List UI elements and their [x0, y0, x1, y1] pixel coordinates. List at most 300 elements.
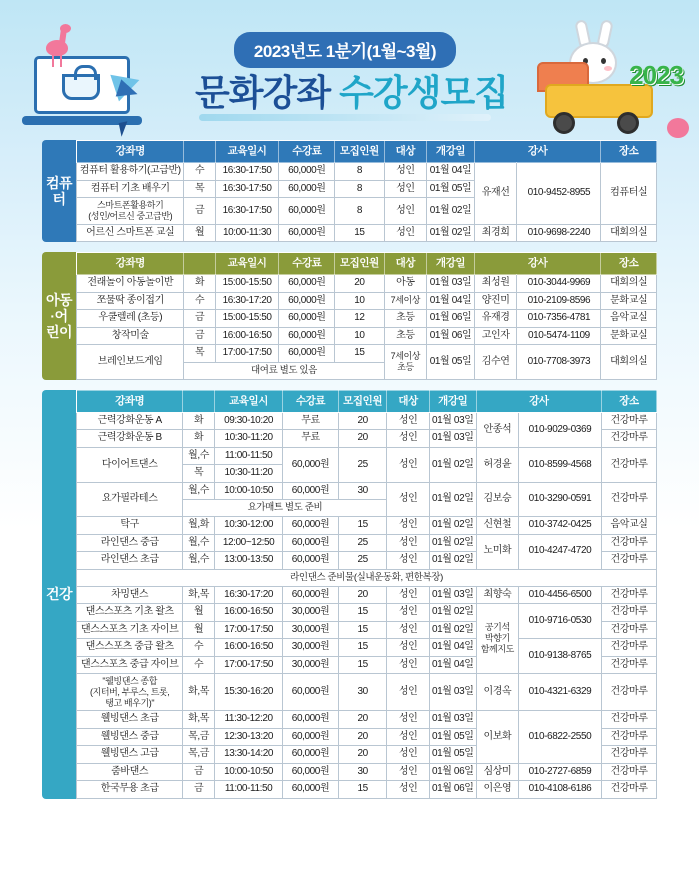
cell-course-name: 웰빙댄스 고급: [77, 746, 183, 764]
cell-teacher-name: 고인자: [474, 327, 517, 345]
th-capacity: 모집인원: [338, 390, 387, 412]
cell-target: 7세이상: [384, 292, 427, 310]
cell-open-date: 01월 02일: [429, 447, 476, 482]
cell-fee: 30,000원: [283, 656, 339, 674]
cell-place: 건강마루: [602, 639, 657, 657]
cell-teacher-tel: 010-8599-4568: [518, 447, 601, 482]
cell-course-name: 차밍댄스: [77, 586, 183, 604]
cell-teacher-tel: 010-9698-2240: [517, 224, 601, 242]
cell-target: 성인: [387, 517, 429, 535]
table-header-row: [77, 390, 657, 412]
cell-capacity: 15: [338, 639, 387, 657]
cell-target: 성인: [387, 746, 429, 764]
table-row: [77, 674, 657, 711]
cell-place: 문화교실: [601, 327, 657, 345]
section-health: [42, 390, 657, 799]
table-row: [77, 345, 657, 363]
cell-time: 16:30-17:50: [215, 180, 279, 198]
cell-course-name: 쪼물딱 종이접기: [77, 292, 184, 310]
cell-capacity: 20: [338, 412, 387, 430]
cell-day: 목,금: [183, 728, 215, 746]
balloon-icon: [667, 118, 689, 138]
cell-capacity: 20: [338, 746, 387, 764]
cell-time: 13:30-14:20: [214, 746, 282, 764]
cell-day: 수: [184, 292, 215, 310]
table-row: [77, 763, 657, 781]
table-header-row: [77, 141, 657, 163]
cell-teacher-tel: 010-3044-9969: [517, 275, 601, 293]
rabbit-car-illustration: [509, 22, 689, 137]
th-time: 교육일시: [215, 141, 279, 163]
poster-header: [0, 0, 699, 140]
cell-teacher-tel: 010-7708-3973: [517, 345, 601, 379]
title-part2: 수강생모집: [339, 72, 509, 113]
cell-target: 초등: [384, 327, 427, 345]
cell-teacher-name: 허경윤: [476, 447, 518, 482]
table-row: [77, 586, 657, 604]
cell-teacher-tel: 010-7356-4781: [517, 310, 601, 328]
cell-fee: 60,000원: [279, 292, 335, 310]
th-capacity: 모집인원: [335, 141, 384, 163]
flamingo-icon: [40, 26, 74, 68]
section-label-computer: 컴퓨터: [42, 140, 76, 242]
cell-time: 12:30-13:20: [214, 728, 282, 746]
th-target: 대상: [384, 253, 427, 275]
th-target: 대상: [384, 141, 427, 163]
cell-teacher-name: 김수연: [474, 345, 517, 379]
cell-target: 성인: [387, 711, 429, 729]
table-row: [77, 310, 657, 328]
cell-time: 13:00-13:50: [214, 552, 282, 570]
cell-time: 17:00-17:50: [215, 345, 279, 363]
cell-course-name: 한국무용 초급: [77, 781, 183, 799]
cell-fee: 60,000원: [279, 163, 335, 181]
th-course-name: 강좌명: [77, 253, 184, 275]
title-part1: 문화강좌: [195, 72, 331, 113]
cell-target: 성인: [387, 728, 429, 746]
table-health: [76, 390, 657, 799]
table-header-row: [77, 253, 657, 275]
cell-teacher-name: 유재선: [474, 163, 517, 225]
cell-day: 목: [183, 465, 215, 483]
cell-day: 월,수: [183, 534, 215, 552]
cell-teacher-tel: 010-9138-8765: [518, 639, 601, 674]
table-row: [77, 292, 657, 310]
cell-day: 금: [184, 198, 215, 225]
cell-time: 16:30-17:20: [215, 292, 279, 310]
cell-fee: 60,000원: [283, 517, 339, 535]
cell-open-date: 01월 06일: [429, 763, 476, 781]
cell-open-date: 01월 04일: [427, 292, 475, 310]
th-time: 교육일시: [215, 253, 279, 275]
cell-day: 목: [184, 180, 215, 198]
cell-teacher-name: 최경희: [474, 224, 517, 242]
cell-open-date: 01월 03일: [429, 430, 476, 448]
note-rental-fee: 대여료 별도 있음: [184, 362, 384, 379]
cell-capacity: 15: [338, 604, 387, 622]
cell-capacity: 25: [338, 447, 387, 482]
th-fee: 수강료: [279, 253, 335, 275]
th-time: 교육일시: [214, 390, 282, 412]
cell-day: 월,화: [183, 517, 215, 535]
cell-teacher-tel: 010-4108-6186: [518, 781, 601, 799]
cell-capacity: 15: [335, 224, 384, 242]
cell-time: 10:00-10:50: [214, 482, 282, 500]
cell-fee: 무료: [283, 430, 339, 448]
cell-time: 12:00~12:50: [214, 534, 282, 552]
cell-course-name: 브레인보드게임: [77, 345, 184, 379]
cell-teacher-tel: 010-3290-0591: [518, 482, 601, 516]
cell-capacity: 10: [335, 292, 384, 310]
cell-place: 건강마루: [602, 604, 657, 622]
table-row: [77, 412, 657, 430]
cell-teacher-tel: 010-9716-0530: [518, 604, 601, 639]
cell-place: 문화교실: [601, 292, 657, 310]
cell-place: 건강마루: [602, 534, 657, 552]
cell-place: 건강마루: [602, 482, 657, 516]
cell-place: 대회의실: [601, 224, 657, 242]
table-computer: [76, 140, 657, 242]
cell-course-name: 탁구: [77, 517, 183, 535]
table-row: [77, 711, 657, 729]
cell-capacity: 10: [335, 327, 384, 345]
cell-open-date: 01월 04일: [429, 656, 476, 674]
cell-fee: 무료: [283, 412, 339, 430]
cell-course-name: 스마트폰활용하기 (성인/어르신 중고급반): [77, 198, 184, 225]
section-children: [42, 252, 657, 380]
cell-course-name: 웰빙댄스 초급: [77, 711, 183, 729]
cell-teacher-name: 양진미: [474, 292, 517, 310]
cell-target: 성인: [387, 447, 429, 482]
cell-target: 성인: [387, 674, 429, 711]
table-row: [77, 163, 657, 181]
cell-day: 금: [183, 781, 215, 799]
cell-time: 16:30-17:20: [214, 586, 282, 604]
cell-target: 성인: [384, 224, 427, 242]
cell-fee: 30,000원: [283, 604, 339, 622]
cell-day: 월: [183, 604, 215, 622]
title-underline: [199, 114, 491, 121]
cell-teacher-name: 유재경: [474, 310, 517, 328]
cell-place: 건강마루: [602, 674, 657, 711]
cell-time: 11:00-11:50: [214, 447, 282, 465]
cell-open-date: 01월 06일: [429, 781, 476, 799]
cell-fee: 60,000원: [283, 552, 339, 570]
cell-day: 목,금: [183, 746, 215, 764]
cell-open-date: 01월 04일: [427, 163, 475, 181]
cell-capacity: 15: [338, 517, 387, 535]
cell-capacity: 15: [338, 781, 387, 799]
cell-target: 7세이상 초등: [384, 345, 427, 379]
cell-place: 건강마루: [602, 412, 657, 430]
cell-target: 성인: [387, 412, 429, 430]
cell-place: 건강마루: [602, 763, 657, 781]
cell-target: 성인: [387, 621, 429, 639]
cell-open-date: 01월 02일: [429, 534, 476, 552]
cell-open-date: 01월 02일: [429, 604, 476, 622]
cell-course-name: 라인댄스 중급: [77, 534, 183, 552]
cell-teacher-name: 안종석: [476, 412, 518, 447]
cell-teacher-tel: 010-4456-6500: [518, 586, 601, 604]
th-day: [183, 390, 215, 412]
cell-place: 건강마루: [602, 711, 657, 729]
th-teacher: 강사: [474, 253, 601, 275]
cell-target: 성인: [387, 430, 429, 448]
cell-fee: 60,000원: [283, 763, 339, 781]
cell-day: 월,수: [183, 552, 215, 570]
cell-day: 금: [183, 763, 215, 781]
cell-fee: 60,000원: [279, 327, 335, 345]
cell-capacity: 20: [338, 430, 387, 448]
cell-teacher-name: 신현철: [476, 517, 518, 535]
section-computer: [42, 140, 657, 242]
cell-course-name: 창작미술: [77, 327, 184, 345]
cell-time: 10:00-10:50: [214, 763, 282, 781]
cell-teacher-name: 최성원: [474, 275, 517, 293]
cell-course-name: 어르신 스마트폰 교실: [77, 224, 184, 242]
cell-teacher-name: 노미화: [476, 534, 518, 569]
cell-fee: 60,000원: [283, 482, 339, 500]
cell-fee: 60,000원: [283, 781, 339, 799]
cell-time: 15:00-15:50: [215, 310, 279, 328]
cell-place: 건강마루: [602, 552, 657, 570]
cell-capacity: 30: [338, 763, 387, 781]
table-row: [77, 517, 657, 535]
cell-target: 아동: [384, 275, 427, 293]
cell-place: 대회의실: [601, 275, 657, 293]
th-open-date: 개강일: [427, 253, 475, 275]
cell-open-date: 01월 02일: [429, 482, 476, 516]
cell-place: 건강마루: [602, 728, 657, 746]
cell-course-name: "웰빙댄스 종합 (지터버, 부루스, 트롯, 탱고 배우기)": [77, 674, 183, 711]
cell-capacity: 30: [338, 482, 387, 500]
note-line-dance: 라인댄스 준비물(실내운동화, 편한복장): [77, 569, 657, 586]
cell-fee: 60,000원: [279, 224, 335, 242]
cell-open-date: 01월 02일: [429, 552, 476, 570]
cell-course-name: 컴퓨터 활용하기(고급반): [77, 163, 184, 181]
cell-fee: 60,000원: [283, 711, 339, 729]
th-place: 장소: [601, 253, 657, 275]
cell-course-name: 줌바댄스: [77, 763, 183, 781]
cell-day: 목: [184, 345, 215, 363]
cell-capacity: 8: [335, 198, 384, 225]
cell-fee: 60,000원: [283, 447, 339, 482]
th-target: 대상: [387, 390, 429, 412]
cell-teacher-tel: 010-4321-6329: [518, 674, 601, 711]
cell-course-name: 댄스스포츠 중급 자이브: [77, 656, 183, 674]
section-label-health: 건강: [42, 390, 76, 799]
cell-open-date: 01월 02일: [427, 198, 475, 225]
cell-place: 건강마루: [602, 746, 657, 764]
cell-course-name: 라인댄스 초급: [77, 552, 183, 570]
cell-course-name: 댄스스포츠 중급 왈츠: [77, 639, 183, 657]
cell-place: 건강마루: [602, 621, 657, 639]
th-open-date: 개강일: [427, 141, 475, 163]
th-teacher: 강사: [474, 141, 601, 163]
cell-fee: 30,000원: [283, 621, 339, 639]
cell-open-date: 01월 06일: [427, 310, 475, 328]
cell-day: 월: [183, 621, 215, 639]
cell-capacity: 15: [338, 656, 387, 674]
cell-target: 성인: [387, 639, 429, 657]
cell-day: 월,수: [183, 447, 215, 465]
cell-time: 10:30-11:20: [214, 430, 282, 448]
cell-target: 성인: [387, 552, 429, 570]
table-row: [77, 224, 657, 242]
cell-capacity: 12: [335, 310, 384, 328]
cell-day: 화: [183, 430, 215, 448]
th-open-date: 개강일: [429, 390, 476, 412]
table-row: [77, 447, 657, 465]
cell-place: 컴퓨터실: [601, 163, 657, 225]
cell-time: 15:30-16:20: [214, 674, 282, 711]
table-row: [77, 781, 657, 799]
th-teacher: 강사: [476, 390, 601, 412]
cell-open-date: 01월 05일: [427, 180, 475, 198]
cell-open-date: 01월 02일: [427, 224, 475, 242]
cell-place: 음악교실: [602, 517, 657, 535]
cell-open-date: 01월 04일: [429, 639, 476, 657]
car-wheel-rear: [617, 112, 639, 134]
cell-time: 15:00-15:50: [215, 275, 279, 293]
laptop-illustration: [18, 30, 168, 135]
car-wheel-front: [553, 112, 575, 134]
cell-open-date: 01월 03일: [429, 674, 476, 711]
cell-teacher-name: 이경옥: [476, 674, 518, 711]
cell-open-date: 01월 03일: [429, 711, 476, 729]
cell-open-date: 01월 03일: [429, 412, 476, 430]
cell-day: 수: [184, 163, 215, 181]
cell-time: 17:00-17:50: [214, 656, 282, 674]
th-place: 장소: [602, 390, 657, 412]
cell-course-name: 전래놀이 아동놀이반: [77, 275, 184, 293]
cell-capacity: 30: [338, 674, 387, 711]
note-yoga-mat: 요가매트 별도 준비: [183, 500, 387, 517]
cell-fee: 30,000원: [283, 639, 339, 657]
cell-teacher-name: 이은영: [476, 781, 518, 799]
cell-target: 성인: [387, 604, 429, 622]
table-row: [77, 482, 657, 500]
cell-capacity: 20: [335, 275, 384, 293]
cell-teacher-tel: 010-9029-0369: [518, 412, 601, 447]
cell-day: 화,목: [183, 586, 215, 604]
cell-open-date: 01월 06일: [427, 327, 475, 345]
th-day: [184, 141, 215, 163]
cell-day: 월,수: [183, 482, 215, 500]
th-fee: 수강료: [283, 390, 339, 412]
cell-capacity: 8: [335, 163, 384, 181]
cell-place: 음악교실: [601, 310, 657, 328]
table-row: [77, 327, 657, 345]
cell-fee: 60,000원: [279, 180, 335, 198]
cell-teacher-name: 김보승: [476, 482, 518, 516]
cell-place: 건강마루: [602, 781, 657, 799]
cell-day: 수: [183, 656, 215, 674]
cell-time: 16:30-17:50: [215, 198, 279, 225]
th-place: 장소: [601, 141, 657, 163]
cell-time: 10:30-11:20: [214, 465, 282, 483]
cell-fee: 60,000원: [279, 345, 335, 363]
cell-teacher-tel: 010-9452-8955: [517, 163, 601, 225]
cell-time: 16:00-16:50: [214, 604, 282, 622]
cell-open-date: 01월 02일: [429, 517, 476, 535]
table-row: [77, 534, 657, 552]
cell-open-date: 01월 03일: [429, 586, 476, 604]
cell-capacity: 20: [338, 728, 387, 746]
th-fee: 수강료: [279, 141, 335, 163]
cell-day: 화: [184, 275, 215, 293]
cell-open-date: 01월 05일: [429, 746, 476, 764]
cell-day: 화,목: [183, 674, 215, 711]
cell-teacher-tel: 010-5474-1109: [517, 327, 601, 345]
cell-time: 09:30-10:20: [214, 412, 282, 430]
cell-day: 금: [184, 310, 215, 328]
cell-fee: 60,000원: [283, 728, 339, 746]
cell-teacher-tel: 010-3742-0425: [518, 517, 601, 535]
cell-teacher-tel: 010-4247-4720: [518, 534, 601, 569]
period-badge: 2023년도 1분기(1월~3월): [234, 32, 456, 68]
cell-course-name: 근력강화운동 A: [77, 412, 183, 430]
cell-open-date: 01월 05일: [427, 345, 475, 379]
cell-fee: 60,000원: [283, 674, 339, 711]
cell-capacity: 8: [335, 180, 384, 198]
cell-place: 건강마루: [602, 430, 657, 448]
cell-day: 화,목: [183, 711, 215, 729]
cell-course-name: 요가필라테스: [77, 482, 183, 516]
table-children: [76, 252, 657, 380]
cell-capacity: 20: [338, 586, 387, 604]
cell-place: 건강마루: [602, 656, 657, 674]
cell-time: 10:00-11:30: [215, 224, 279, 242]
cell-target: 성인: [387, 763, 429, 781]
cell-place: 건강마루: [602, 586, 657, 604]
cell-time: 11:30-12:20: [214, 711, 282, 729]
cell-teacher-name: 최향숙: [476, 586, 518, 604]
cell-open-date: 01월 05일: [429, 728, 476, 746]
cell-capacity: 15: [335, 345, 384, 363]
cell-course-name: 댄스스포츠 기초 자이브: [77, 621, 183, 639]
table-row: [77, 275, 657, 293]
cell-capacity: 25: [338, 534, 387, 552]
cell-course-name: 댄스스포츠 기초 왈츠: [77, 604, 183, 622]
cell-target: 성인: [387, 781, 429, 799]
cell-target: 성인: [387, 586, 429, 604]
th-course-name: 강좌명: [77, 390, 183, 412]
cell-time: 10:30-12:00: [214, 517, 282, 535]
cell-time: 16:00-16:50: [215, 327, 279, 345]
cell-open-date: 01월 03일: [427, 275, 475, 293]
cell-day: 화: [183, 412, 215, 430]
cell-target: 성인: [384, 163, 427, 181]
th-course-name: 강좌명: [77, 141, 184, 163]
cell-course-name: 컴퓨터 기초 배우기: [77, 180, 184, 198]
cell-fee: 60,000원: [279, 198, 335, 225]
cell-teacher-tel: 010-6822-2550: [518, 711, 601, 764]
cell-fee: 60,000원: [283, 746, 339, 764]
cell-target: 성인: [384, 198, 427, 225]
cell-target: 성인: [387, 482, 429, 516]
cell-place: 대회의실: [601, 345, 657, 379]
cell-fee: 60,000원: [283, 534, 339, 552]
table-row: [77, 604, 657, 622]
table-row: [77, 639, 657, 657]
cell-capacity: 15: [338, 621, 387, 639]
cell-capacity: 25: [338, 552, 387, 570]
cell-teacher-tel: 010-2727-6859: [518, 763, 601, 781]
cell-day: 월: [184, 224, 215, 242]
th-day: [184, 253, 215, 275]
shopping-basket-icon: [62, 74, 100, 100]
